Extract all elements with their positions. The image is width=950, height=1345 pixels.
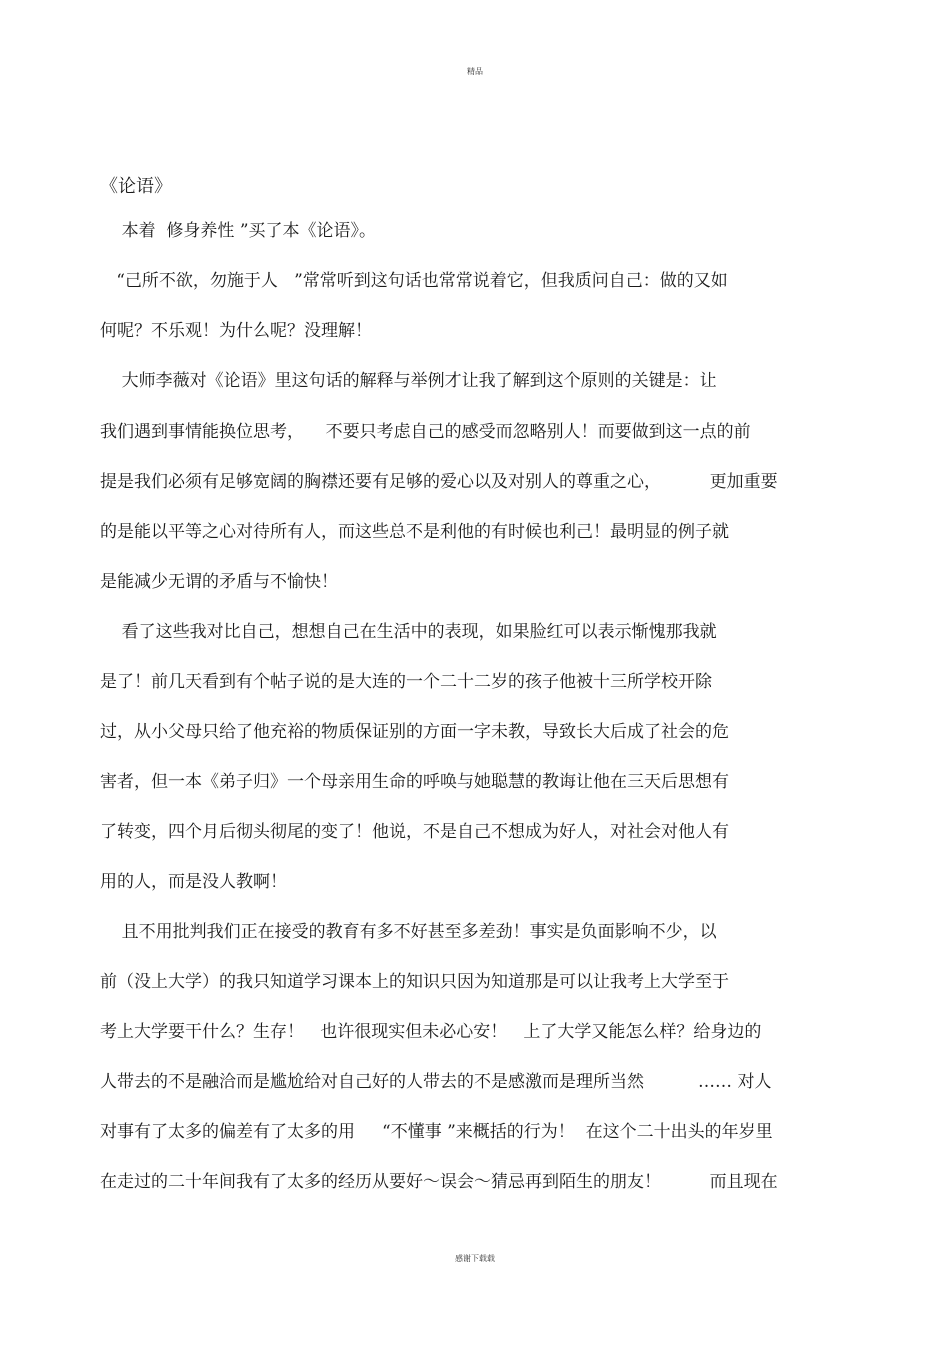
- text-line: 用的人，而是没人教啊！: [100, 872, 287, 892]
- text-line: 且不用批判我们正在接受的教育有多不好甚至多差劲！事实是负面影响不少，以: [100, 922, 717, 942]
- text-line: 在走过的二十年间我有了太多的经历从要好～误会～猜忌再到陌生的朋友！ 而且现在: [100, 1172, 778, 1192]
- text-line: 看了这些我对比自己，想想自己在生活中的表现，如果脸红可以表示惭愧那我就: [100, 622, 717, 642]
- text-line: 是能减少无谓的矛盾与不愉快！: [100, 572, 338, 592]
- text-line: 过，从小父母只给了他充裕的物质保证别的方面一字未教，导致长大后成了社会的危: [100, 722, 729, 742]
- text-line: 的是能以平等之心对待所有人，而这些总不是利他的有时候也利己！最明显的例子就: [100, 522, 729, 542]
- text-line: 何呢？不乐观！为什么呢？没理解！: [100, 321, 372, 341]
- text-line: 我们遇到事情能换位思考， 不要只考虑自己的感受而忽略别人！而要做到这一点的前: [100, 422, 751, 442]
- text-line: 提是我们必须有足够宽阔的胸襟还要有足够的爱心以及对别人的尊重之心， 更加重要: [100, 472, 778, 492]
- text-line: 对事有了太多的偏差有了太多的用 “不懂事 ”来概括的行为！ 在这个二十出头的年岁里: [100, 1122, 773, 1142]
- text-line: 大师李薇对《论语》里这句话的解释与举例才让我了解到这个原则的关键是：让: [100, 371, 717, 391]
- text-line: 了转变，四个月后彻头彻尾的变了！他说，不是自己不想成为好人，对社会对他人有: [100, 822, 729, 842]
- page-header-mark: 精品: [467, 67, 483, 76]
- text-line: 人带去的不是融洽而是尴尬给对自己好的人带去的不是感激而是理所当然 …… 对人: [100, 1072, 772, 1092]
- text-line: 前（没上大学）的我只知道学习课本上的知识只因为知道那是可以让我考上大学至于: [100, 972, 729, 992]
- text-line: 是了！前几天看到有个帖子说的是大连的一个二十二岁的孩子他被十三所学校开除: [100, 672, 712, 692]
- document-title: 《论语》: [100, 176, 172, 197]
- text-line: 害者，但一本《弟子归》一个母亲用生命的呼唤与她聪慧的教诲让他在三天后思想有: [100, 772, 729, 792]
- page-footer-mark: 感谢下载载: [455, 1254, 495, 1263]
- text-line: 考上大学要干什么？生存！ 也许很现实但未必心安！ 上了大学又能怎么样？给身边的: [100, 1022, 762, 1042]
- text-line: 本着 修身养性 ”买了本《论语》。: [100, 221, 377, 241]
- text-line: “己所不欲，勿施于人 ”常常听到这句话也常常说着它，但我质问自己：做的又如: [100, 271, 728, 291]
